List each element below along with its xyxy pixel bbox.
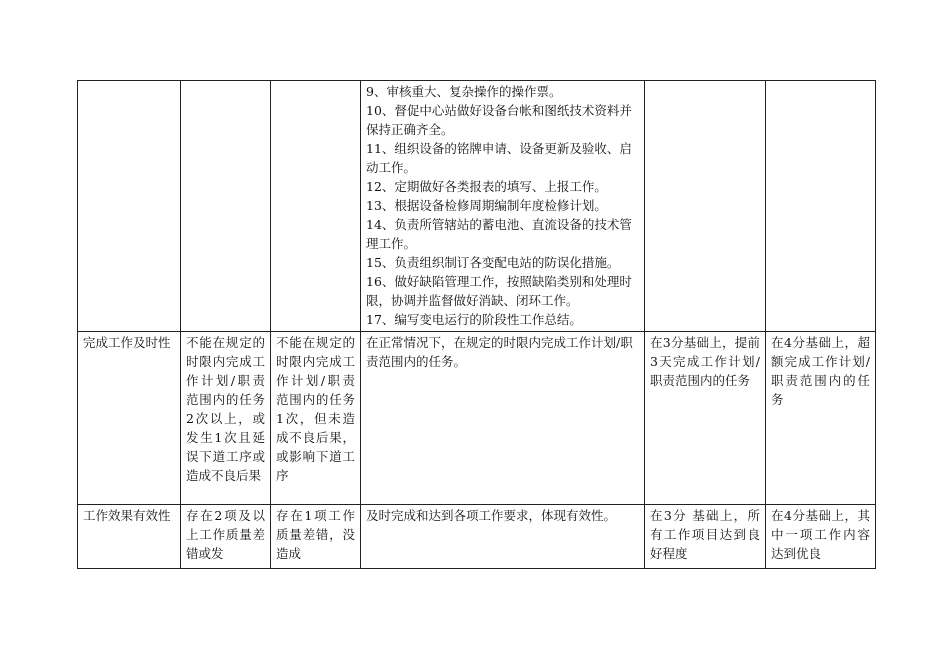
table-row [78, 332, 876, 505]
score-level-1-cell: 存在2项及以上工作质量差错或发 [181, 505, 271, 569]
duty-item: 17、编写变电运行的阶段性工作总结。 [366, 312, 582, 327]
duties-list-cell [361, 81, 645, 332]
duty-item: 11、组织设备的铭牌申请、设备更新及验收、启动工作。 [366, 141, 632, 175]
score-level-4-cell: 在3分基础上，提前3天完成工作计划/职责范围内的任务 [645, 332, 766, 505]
duty-item: 10、督促中心站做好设备台帐和图纸技术资料并保持正确齐全。 [366, 103, 632, 137]
score-level-3-cell: 在正常情况下，在规定的时限内完成工作计划/职责范围内的任务。 [361, 332, 645, 505]
score-level-2-cell: 不能在规定的时限内完成工作计划/职责范围内的任务1次，但未造成不良后果，或影响下道工序 [271, 332, 361, 505]
duty-item: 16、做好缺陷管理工作，按照缺陷类别和处理时限，协调并监督做好消缺、闭环工作。 [366, 274, 632, 308]
empty-cell [78, 81, 181, 332]
score-level-1-cell: 不能在规定的时限内完成工作计划/职责范围内的任务2次以上，或发生1次且延误下道工序或造成不良后果 [181, 332, 271, 505]
table-row [78, 81, 876, 332]
duty-item: 14、负责所管辖站的蓄电池、直流设备的技术管理工作。 [366, 217, 632, 251]
score-level-2-cell: 存在1项工作质量差错，没造成 [271, 505, 361, 569]
empty-cell [645, 81, 766, 332]
empty-cell [766, 81, 876, 332]
score-level-4-cell: 在3分 基础上，所有工作项目达到良好程度 [645, 505, 766, 569]
assessment-table [77, 80, 876, 569]
duty-item: 15、负责组织制订各变配电站的防误化措施。 [366, 255, 620, 270]
score-level-3-cell: 及时完成和达到各项工作要求，体现有效性。 [361, 505, 645, 569]
criterion-label: 工作效果有效性 [78, 505, 181, 569]
empty-cell [181, 81, 271, 332]
table-row [78, 505, 876, 569]
duty-item: 12、定期做好各类报表的填写、上报工作。 [366, 179, 607, 194]
duty-item: 13、根据设备检修周期编制年度检修计划。 [366, 198, 607, 213]
score-level-5-cell: 在4分基础上，其中一项工作内容达到优良 [766, 505, 876, 569]
criterion-label: 完成工作及时性 [78, 332, 181, 505]
score-level-5-cell: 在4分基础上，超额完成工作计划/职责范围内的任务 [766, 332, 876, 505]
empty-cell [271, 81, 361, 332]
duty-item: 9、审核重大、复杂操作的操作票。 [366, 84, 562, 99]
